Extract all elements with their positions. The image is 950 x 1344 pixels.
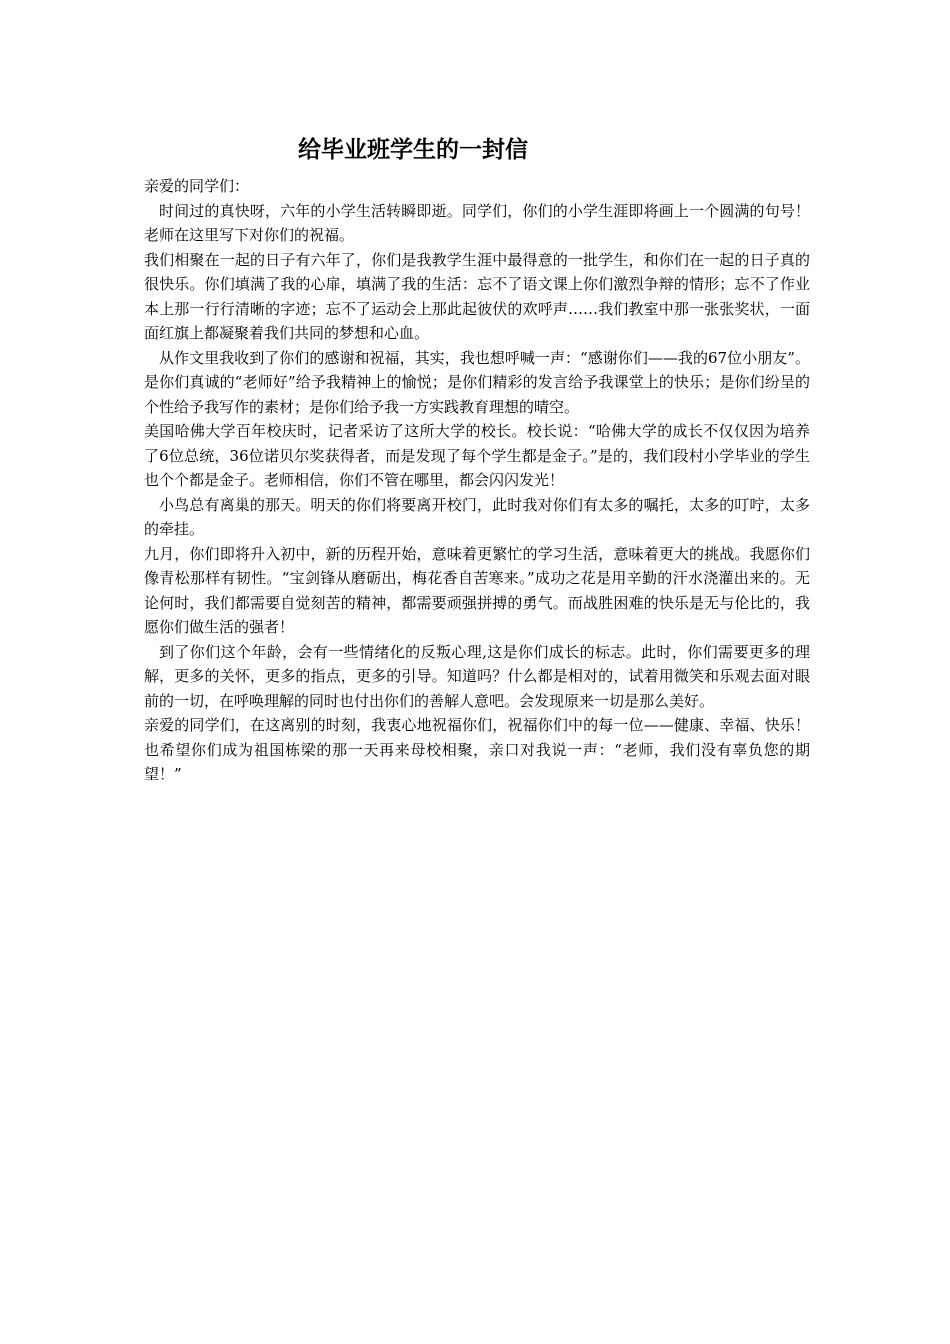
body-paragraph: 时间过的真快呀，六年的小学生活转瞬即逝。同学们，你们的小学生涯即将画上一个圆满的句号！老师在这里写下对你们的祝福。: [144, 201, 810, 244]
closing-paragraph: 亲爱的同学们，在这离别的时刻，我衷心地祝福你们，祝福你们中的每一位——健康、幸福、快乐！也希望你们成为祖国栋梁的那一天再来母校相聚，亲口对我说一声：“老师，我们没有辜负您的期望！”: [144, 716, 810, 783]
body-paragraph: 我们相聚在一起的日子有六年了，你们是我教学生涯中最得意的一批学生，和你们在一起的日子真的很快乐。你们填满了我的心扉，填满了我的生活：忘不了语文课上你们激烈争辩的情形；忘不了作业本上那一行行清晰的字迹；忘不了运动会上那此起彼伏的欢呼声……我们教室中那一张张奖状，一面面红旗上都凝聚着我们共同的梦想和心血。: [144, 250, 810, 342]
body-paragraph: 小鸟总有离巢的那天。明天的你们将要离开校门，此时我对你们有太多的嘱托，太多的叮咛，太多的牵挂。: [144, 495, 810, 538]
body-paragraph: 美国哈佛大学百年校庆时，记者采访了这所大学的校长。校长说：“哈佛大学的成长不仅仅因为培养了6位总统，36位诺贝尔奖获得者，而是发现了每个学生都是金子。”是的，我们段村小学毕业的学生也个个都是金子。老师相信，你们不管在哪里，都会闪闪发光！: [144, 422, 810, 489]
body-paragraph: 到了你们这个年龄，会有一些情绪化的反叛心理,这是你们成长的标志。此时，你们需要更多的理解，更多的关怀，更多的指点，更多的引导。知道吗？什么都是相对的，试着用微笑和乐观去面对眼前的一切，在呼唤理解的同时也付出你们的善解人意吧。会发现原来一切是那么美好。: [144, 642, 810, 710]
letter-title: 给毕业班学生的一封信: [298, 136, 528, 163]
body-paragraph: 九月，你们即将升入初中，新的历程开始，意味着更繁忙的学习生活，意味着更大的挑战。我愿你们像青松那样有韧性。“宝剑锋从磨砺出，梅花香自苦寒来。”成功之花是用辛勤的汗水浇灌出来的。无论何时，我们都需要自觉刻苦的精神，都需要顽强拼搏的勇气。而战胜困难的快乐是无与伦比的，我愿你们做生活的强者！: [144, 544, 810, 636]
letter-body: [144, 174, 810, 787]
body-paragraph: 从作文里我收到了你们的感谢和祝福，其实，我也想呼喊一声：“感谢你们——我的67位小朋友”。是你们真诚的“老师好”给予我精神上的愉悦；是你们精彩的发言给予我课堂上的快乐；是你们纷呈的个性给予我写作的素材；是你们给予我一方实践教育理想的晴空。: [144, 348, 810, 416]
salutation: 亲爱的同学们：: [144, 177, 250, 195]
